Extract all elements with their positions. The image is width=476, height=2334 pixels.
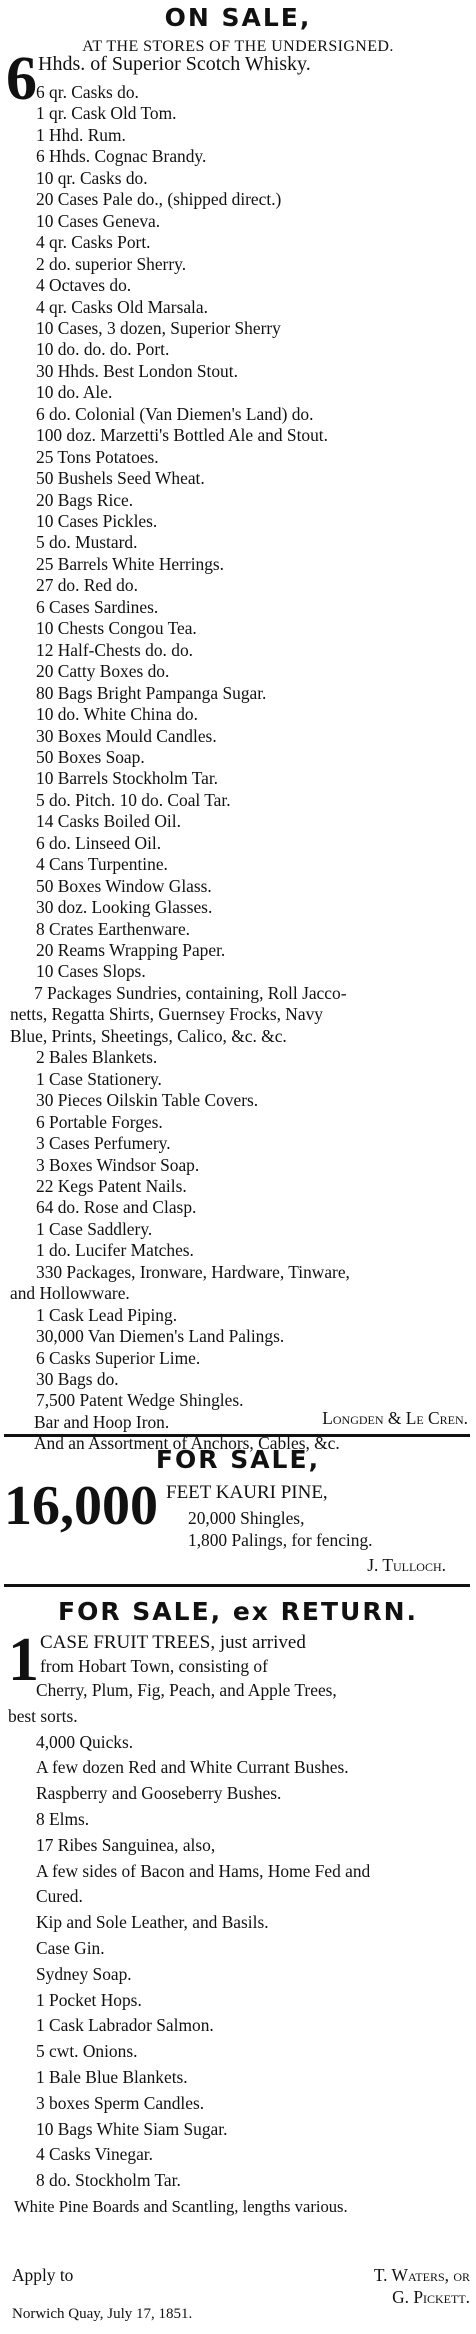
ad1-line: 10 Cases, 3 dozen, Superior Sherry — [36, 317, 281, 338]
ad1-line: 4 qr. Casks Old Marsala. — [36, 296, 208, 317]
ad1-line: Hhds. of Superior Scotch Whisky. — [38, 53, 311, 75]
ad1-line: 50 Boxes Soap. — [36, 746, 145, 767]
ad1-line: 4 Cans Turpentine. — [36, 854, 168, 875]
ad1-line: 10 Chests Congou Tea. — [36, 618, 197, 639]
ad1-line: 6 Portable Forges. — [36, 1111, 163, 1132]
ad1-line: 30,000 Van Diemen's Land Palings. — [36, 1326, 285, 1347]
ad1-line: 80 Bags Bright Pampanga Sugar. — [36, 682, 267, 703]
ad1-line: 20 Cases Pale do., (shipped direct.) — [36, 189, 282, 210]
ad1-line: 25 Barrels White Herrings. — [36, 553, 225, 574]
ad1-line: 50 Bushels Seed Wheat. — [36, 468, 205, 489]
ad1-line: And an Assortment of Anchors, Cables, &c. — [34, 1433, 340, 1454]
ad3-line: 8 do. Stockholm Tar. — [36, 2170, 181, 2191]
ad3-line: 4,000 Quicks. — [36, 1731, 134, 1752]
ad1-line: 1 Hhd. Rum. — [36, 124, 126, 145]
ad1-line: 6 do. Linseed Oil. — [36, 832, 162, 853]
ad1-line: 6 qr. Casks do. — [36, 82, 139, 102]
ad1-line: Blue, Prints, Sheetings, Calico, &c. &c. — [10, 1025, 287, 1046]
ad3-line: Sydney Soap. — [36, 1963, 132, 1984]
ad3-line: Raspberry and Gooseberry Bushes. — [36, 1783, 282, 1804]
ad3-line: CASE FRUIT TREES, just arrived — [40, 1632, 306, 1653]
ad1-line: 20 Reams Wrapping Paper. — [36, 940, 226, 960]
ad3-signature-1: T. Waters, or — [373, 2265, 470, 2285]
ad1-line: 22 Kegs Patent Nails. — [36, 1175, 187, 1196]
ad1-line: 27 do. Red do. — [36, 575, 138, 596]
ad3-line: White Pine Boards and Scantling, lengths various. — [14, 2197, 348, 2216]
ad2-signature: J. Tulloch. — [367, 1555, 446, 1575]
ad1-line: 20 Catty Boxes do. — [36, 661, 170, 682]
ad1-line: 10 Cases Geneva. — [36, 210, 161, 231]
ad1-line: 30 Boxes Mould Candles. — [36, 725, 217, 746]
ad3-line: 10 Bags White Siam Sugar. — [36, 2118, 228, 2139]
ad3-line: Case Gin. — [36, 1938, 105, 1958]
ad1-line: Bar and Hoop Iron. — [34, 1411, 170, 1432]
ad1-line: 10 Cases Pickles. — [36, 511, 158, 531]
ad3-line: 3 boxes Sperm Candles. — [36, 2092, 205, 2113]
ad1-subheading: AT THE STORES OF THE UNDERSIGNED. — [82, 38, 394, 55]
ad3-dateline: Norwich Quay, July 17, 1851. — [12, 2306, 193, 2322]
ad1-line: 20 Bags Rice. — [36, 489, 134, 510]
ad1-line: 4 Octaves do. — [36, 275, 132, 296]
ad3-line: Cherry, Plum, Fig, Peach, and Apple Trees, — [36, 1680, 337, 1700]
ad2-heading: FOR SALE, — [155, 1445, 321, 1474]
ad1-line: 2 Bales Blankets. — [36, 1047, 158, 1068]
ad1-line: 5 do. Pitch. 10 do. Coal Tar. — [36, 789, 231, 810]
ad1-line: 30 Pieces Oilskin Table Covers. — [36, 1090, 259, 1111]
ad1-line: 64 do. Rose and Clasp. — [36, 1197, 197, 1218]
ad1-line: 2 do. superior Sherry. — [36, 253, 187, 274]
ad3-heading: FOR SALE, ex RETURN. — [58, 1597, 418, 1626]
ad1-line: 6 do. Colonial (Van Diemen's Land) do. — [36, 403, 314, 424]
ad1-line: 5 do. Mustard. — [36, 532, 138, 553]
ad2-big-number: 16,000 — [4, 1475, 158, 1537]
ad1-line: 3 Cases Perfumery. — [36, 1133, 171, 1154]
ad1-line: 1 Case Saddlery. — [36, 1218, 153, 1239]
ad1-line: 10 qr. Casks do. — [36, 167, 148, 188]
ad3-line: Cured. — [36, 1886, 83, 1907]
ad1-line: 7,500 Patent Wedge Shingles. — [36, 1390, 244, 1411]
ad3-apply-label: Apply to — [12, 2265, 74, 2285]
ad3-line: 8 Elms. — [36, 1809, 90, 1829]
ad1-line: 10 Barrels Stockholm Tar. — [36, 768, 219, 789]
ad1-line: 6 Cases Sardines. — [36, 596, 159, 617]
ad1-signature: Longden & Le Cren. — [322, 1408, 468, 1428]
ad2-line: FEET KAURI PINE, — [166, 1482, 328, 1503]
ad1-line: 12 Half-Chests do. do. — [36, 639, 193, 660]
ad1-line: 7 Packages Sundries, containing, Roll Jacco- — [34, 982, 347, 1003]
ad1-line: 10 do. White China do. — [36, 704, 198, 725]
ad1-line: 6 Casks Superior Lime. — [36, 1347, 201, 1368]
ad1-line: 10 do. do. do. Port. — [36, 339, 170, 360]
ad3-line: 5 cwt. Onions. — [36, 2041, 138, 2062]
ad1-line: 100 doz. Marzetti's Bottled Ale and Stout. — [36, 425, 328, 446]
ad1-line: 4 qr. Casks Port. — [36, 232, 151, 253]
ad1-line: 10 do. Ale. — [36, 382, 113, 403]
ad1-divider — [4, 1434, 470, 1437]
ad3-line: best sorts. — [8, 1705, 78, 1726]
ad1-line: 30 doz. Looking Glasses. — [36, 897, 213, 918]
ad1-drop-initial: 6 — [6, 45, 37, 113]
ad1-line: 14 Casks Boiled Oil. — [36, 811, 181, 832]
ad1-line: 30 Hhds. Best London Stout. — [36, 360, 238, 381]
ad1-line: 1 Cask Lead Piping. — [36, 1304, 178, 1325]
ad3-line: 1 Pocket Hops. — [36, 1989, 142, 2010]
ad2-line: 20,000 Shingles, — [188, 1508, 305, 1528]
ad1-line: 330 Packages, Ironware, Hardware, Tinware, — [36, 1261, 350, 1282]
ad1-line: 6 Hhds. Cognac Brandy. — [36, 146, 207, 167]
ad1-line: 10 Cases Slops. — [36, 961, 146, 982]
ad1-line: 8 Crates Earthenware. — [36, 918, 191, 939]
ad3-signature-2: G. Pickett. — [392, 2287, 470, 2307]
ad1-line: 1 Case Stationery. — [36, 1068, 162, 1089]
ad3-line: A few sides of Bacon and Hams, Home Fed and — [36, 1860, 371, 1881]
ad1-line: 25 Tons Potatoes. — [36, 446, 159, 467]
ad1-line: 50 Boxes Window Glass. — [36, 875, 212, 896]
ad3-line: Kip and Sole Leather, and Basils. — [36, 1912, 269, 1933]
ad3-drop-initial: 1 — [8, 1626, 39, 1694]
ad1-line: 1 do. Lucifer Matches. — [36, 1240, 194, 1261]
ad3-line: 17 Ribes Sanguinea, also, — [36, 1834, 216, 1855]
ad3-line: 1 Bale Blue Blankets. — [36, 2067, 188, 2087]
ad3-line: 4 Casks Vinegar. — [36, 2144, 153, 2165]
ad3-line: A few dozen Red and White Currant Bushes. — [36, 1757, 349, 1778]
ad1-heading: ON SALE, — [164, 3, 312, 32]
ad1-line: and Hollowware. — [10, 1283, 130, 1304]
ad1-line: 30 Bags do. — [36, 1369, 119, 1389]
ad1-line: 1 qr. Cask Old Tom. — [36, 103, 177, 124]
ad1-line: 3 Boxes Windsor Soap. — [36, 1154, 200, 1175]
ad3-line: 1 Cask Labrador Salmon. — [36, 2015, 214, 2036]
ad2-divider — [4, 1584, 470, 1587]
ad1-line: netts, Regatta Shirts, Guernsey Frocks, Navy — [10, 1004, 323, 1025]
ad2-line: 1,800 Palings, for fencing. — [188, 1530, 373, 1550]
ad3-line: from Hobart Town, consisting of — [40, 1656, 268, 1676]
